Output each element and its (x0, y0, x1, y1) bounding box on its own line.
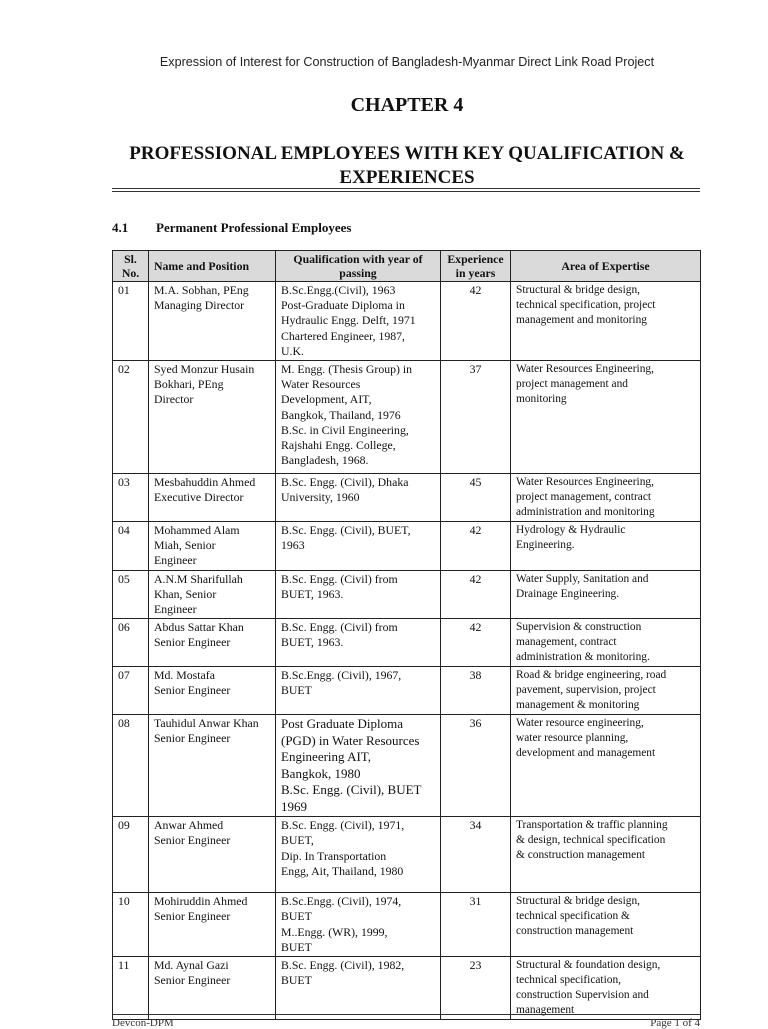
cell-area-of-expertise (511, 893, 701, 957)
cell-experience: 42 (441, 570, 511, 619)
cell-line: construction Supervision and (516, 989, 649, 1002)
cell-line: Miah, Senior (154, 538, 216, 553)
cell-line: Water resource engineering, (516, 717, 644, 730)
cell-area-of-expertise (511, 522, 701, 571)
cell-line: technical specification, (516, 974, 621, 987)
header-qualification: Qualification with year of passing (276, 251, 441, 282)
cell-line: B.Sc. Engg. (Civil), BUET (281, 782, 422, 798)
cell-line: Mohammed Alam (154, 523, 240, 538)
footer-rule (112, 1014, 700, 1015)
cell-serial: 08 (113, 715, 149, 817)
cell-line: BUET (281, 939, 312, 954)
cell-area-of-expertise (511, 957, 701, 1020)
table-row (113, 619, 701, 667)
cell-name-position (149, 893, 276, 957)
chapter-label: CHAPTER 4 (350, 94, 464, 116)
cell-line: construction management (516, 925, 634, 938)
cell-serial: 02 (113, 361, 149, 474)
cell-line: Water Supply, Sanitation and (516, 572, 649, 585)
cell-line: B.Sc. Engg. (Civil), 1982, (281, 958, 405, 973)
employee-table (112, 250, 701, 1020)
cell-serial: 10 (113, 893, 149, 957)
cell-line: B.Sc.Engg. (Civil), 1974, (281, 894, 402, 909)
cell-experience: 34 (441, 817, 511, 893)
cell-line: management (516, 1004, 575, 1017)
chapter-title: PROFESSIONAL EMPLOYEES WITH KEY QUALIFICATION & EXPERIENCES (129, 143, 685, 188)
cell-line: Structural & foundation design, (516, 959, 661, 972)
cell-line: A.N.M Sharifullah (154, 571, 243, 586)
cell-line: Abdus Sattar Khan (154, 620, 244, 635)
table-row (113, 893, 701, 957)
cell-line: M..Engg. (WR), 1999, (281, 924, 388, 939)
cell-line: Chartered Engineer, 1987, (281, 328, 406, 343)
cell-name-position (149, 474, 276, 522)
cell-qualification (276, 715, 441, 817)
header-name: Name and Position (149, 251, 276, 282)
cell-experience: 42 (441, 619, 511, 667)
table-body (113, 282, 701, 1020)
cell-area-of-expertise (511, 715, 701, 817)
cell-line: Senior Engineer (154, 635, 231, 650)
cell-line: & design, technical specification (516, 834, 666, 847)
cell-line: Anwar Ahmed (154, 818, 224, 833)
cell-name-position (149, 667, 276, 715)
section-title: Permanent Professional Employees (156, 220, 352, 235)
footer-page-number: Page 1 of 4 (650, 1017, 700, 1029)
cell-line: BUET, 1963. (281, 635, 344, 650)
cell-line: Md. Aynal Gazi (154, 958, 229, 973)
cell-line: Senior Engineer (154, 731, 231, 746)
cell-line: Tauhidul Anwar Khan (154, 716, 259, 731)
table-row (113, 474, 701, 522)
cell-area-of-expertise (511, 474, 701, 522)
cell-line: & construction management (516, 849, 646, 862)
cell-line: University, 1960 (281, 490, 360, 505)
table-row (113, 715, 701, 817)
cell-line: M. Engg. (Thesis Group) in (281, 362, 413, 377)
cell-name-position (149, 522, 276, 571)
cell-name-position (149, 957, 276, 1020)
cell-experience: 36 (441, 715, 511, 817)
cell-line: Khan, Senior (154, 586, 217, 601)
cell-name-position (149, 282, 276, 361)
cell-line: B.Sc. Engg. (Civil), Dhaka (281, 475, 409, 490)
table-row (113, 282, 701, 361)
cell-line: Bangladesh, 1968. (281, 453, 369, 468)
cell-line: Bangkok, Thailand, 1976 (281, 407, 401, 422)
cell-line: Senior Engineer (154, 973, 231, 988)
cell-line: B.Sc.Engg.(Civil), 1963 (281, 283, 396, 297)
cell-line: administration & monitoring. (516, 651, 650, 664)
cell-line: M.A. Sobhan, PEng (154, 283, 249, 297)
table-row (113, 817, 701, 893)
cell-line: Transportation & traffic planning (516, 819, 668, 832)
cell-line: B.Sc. in Civil Engineering, (281, 422, 409, 437)
cell-line: administration and monitoring (516, 506, 655, 519)
cell-line: 1969 (281, 798, 307, 814)
cell-line: technical specification & (516, 910, 630, 923)
cell-name-position (149, 715, 276, 817)
cell-line: Water Resources (281, 377, 361, 392)
cell-line: BUET (281, 909, 312, 924)
cell-serial: 05 (113, 570, 149, 619)
cell-line: Mohiruddin Ahmed (154, 894, 248, 909)
cell-line: Development, AIT, (281, 392, 372, 407)
cell-serial: 04 (113, 522, 149, 571)
cell-line: monitoring (516, 393, 567, 406)
cell-line: Senior Engineer (154, 683, 231, 698)
cell-line: Road & bridge engineering, road (516, 669, 667, 682)
cell-line: BUET (281, 973, 312, 988)
cell-line: Engineer (154, 553, 197, 568)
cell-area-of-expertise (511, 570, 701, 619)
cell-experience: 45 (441, 474, 511, 522)
cell-line: Hydrology & Hydraulic (516, 524, 626, 537)
cell-line: Md. Mostafa (154, 668, 215, 683)
cell-experience: 38 (441, 667, 511, 715)
cell-name-position (149, 570, 276, 619)
cell-line: development and management (516, 747, 656, 760)
cell-line: Engineering. (516, 539, 575, 552)
cell-line: Drainage Engineering. (516, 587, 620, 600)
cell-line: (PGD) in Water Resources (281, 732, 420, 748)
cell-qualification (276, 361, 441, 474)
cell-line: technical specification, project (516, 299, 656, 311)
header-experience: Experience in years (441, 251, 511, 282)
cell-serial: 01 (113, 282, 149, 361)
cell-line: Water Resources Engineering, (516, 363, 654, 376)
cell-line: BUET, 1963. (281, 586, 344, 601)
cell-line: 1963 (281, 538, 305, 553)
cell-line: Executive Director (154, 490, 244, 505)
cell-experience: 42 (441, 522, 511, 571)
table-row (113, 570, 701, 619)
cell-qualification (276, 282, 441, 361)
cell-line: Dip. In Transportation (281, 848, 387, 863)
cell-line: Senior Engineer (154, 833, 231, 848)
section-heading (112, 220, 351, 236)
cell-line: Structural & bridge design, (516, 895, 641, 908)
cell-line: Bokhari, PEng (154, 377, 224, 392)
cell-line: Director (154, 392, 194, 407)
cell-line: Supervision & construction (516, 621, 642, 634)
cell-qualification (276, 474, 441, 522)
table-row (113, 361, 701, 474)
cell-line: B.Sc.Engg. (Civil), 1967, (281, 668, 402, 683)
cell-line: Engg, Ait, Thailand, 1980 (281, 863, 404, 878)
cell-serial: 03 (113, 474, 149, 522)
cell-area-of-expertise (511, 817, 701, 893)
cell-serial: 06 (113, 619, 149, 667)
cell-experience: 31 (441, 893, 511, 957)
cell-line: Post Graduate Diploma (281, 716, 404, 732)
cell-qualification (276, 957, 441, 1020)
running-header: Expression of Interest for Construction of Bangladesh-Myanmar Direct Link Road Project (159, 55, 655, 69)
cell-serial: 09 (113, 817, 149, 893)
cell-line: management and monitoring (516, 314, 647, 326)
cell-line: pavement, supervision, project (516, 684, 656, 697)
cell-line: Syed Monzur Husain (154, 362, 255, 377)
cell-name-position (149, 817, 276, 893)
table-row (113, 522, 701, 571)
cell-line: B.Sc. Engg. (Civil) from (281, 571, 398, 586)
cell-qualification (276, 893, 441, 957)
cell-name-position (149, 619, 276, 667)
cell-line: Structural & bridge design, (516, 284, 641, 296)
cell-line: Engineer (154, 602, 197, 617)
cell-qualification (276, 522, 441, 571)
cell-line: B.Sc. Engg. (Civil) from (281, 620, 398, 635)
title-rule-double (112, 191, 700, 192)
cell-line: management & monitoring (516, 699, 640, 712)
cell-line: U.K. (281, 343, 304, 358)
cell-line: project management and (516, 378, 628, 391)
cell-area-of-expertise (511, 282, 701, 361)
cell-line: management, contract (516, 636, 617, 649)
cell-qualification (276, 570, 441, 619)
table-row (113, 957, 701, 1020)
cell-line: Engineering AIT, (281, 749, 372, 765)
cell-experience: 37 (441, 361, 511, 474)
cell-serial: 07 (113, 667, 149, 715)
cell-line: B.Sc. Engg. (Civil), BUET, (281, 523, 411, 538)
cell-line: Rajshahi Engg. College, (281, 438, 396, 453)
cell-line: Mesbahuddin Ahmed (154, 475, 256, 490)
cell-line: water resource planning, (516, 732, 629, 745)
table-header-row (113, 251, 701, 282)
cell-line: Post-Graduate Diploma in (281, 298, 405, 313)
table-row (113, 667, 701, 715)
title-rule (112, 188, 700, 189)
cell-line: BUET (281, 683, 312, 698)
cell-area-of-expertise (511, 361, 701, 474)
cell-line: Hydraulic Engg. Delft, 1971 (281, 313, 416, 328)
cell-qualification (276, 619, 441, 667)
cell-name-position (149, 361, 276, 474)
cell-area-of-expertise (511, 619, 701, 667)
cell-serial: 11 (113, 957, 149, 1020)
cell-line: Bangkok, 1980 (281, 765, 361, 781)
cell-qualification (276, 667, 441, 715)
cell-experience: 42 (441, 282, 511, 361)
cell-experience: 23 (441, 957, 511, 1020)
cell-qualification (276, 817, 441, 893)
header-sl: Sl. No. (113, 251, 149, 282)
cell-line: Senior Engineer (154, 909, 231, 924)
cell-line: Water Resources Engineering, (516, 476, 654, 489)
cell-line: project management, contract (516, 491, 652, 504)
cell-line: Managing Director (154, 298, 245, 313)
cell-line: BUET, (281, 833, 314, 848)
cell-line: B.Sc. Engg. (Civil), 1971, (281, 818, 405, 833)
section-number: 4.1 (112, 220, 129, 235)
header-area: Area of Expertise (511, 251, 701, 282)
footer-left: Devcon-DPM (112, 1017, 174, 1029)
cell-area-of-expertise (511, 667, 701, 715)
